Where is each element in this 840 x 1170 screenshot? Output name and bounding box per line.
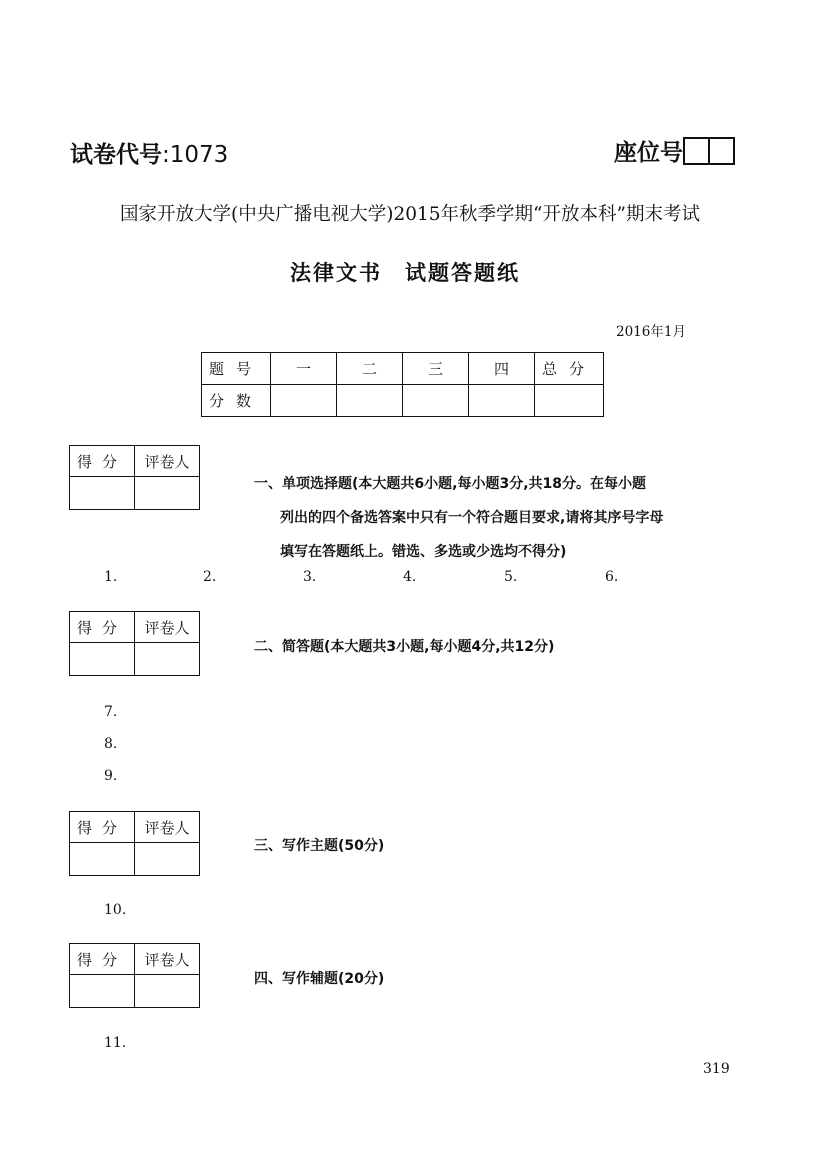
question-number: 5. <box>504 569 518 585</box>
seat-number <box>614 134 735 167</box>
grader-name-label: 评卷人 <box>135 812 200 843</box>
grader-score-cell[interactable] <box>70 975 135 1008</box>
question-number: 7. <box>104 704 118 720</box>
question-number: 3. <box>303 569 317 585</box>
grader-name-cell[interactable] <box>135 843 200 876</box>
exam-title: 国家开放大学(中央广播电视大学)2015年秋季学期“开放本科”期末考试 <box>120 204 700 225</box>
question-number: 9. <box>104 768 118 784</box>
grader-box <box>69 445 200 510</box>
section-3-heading: 三、写作主题(50分) <box>254 838 385 854</box>
question-number: 6. <box>605 569 619 585</box>
grader-box <box>69 811 200 876</box>
score-cell[interactable] <box>271 385 337 417</box>
score-table-value-row <box>202 385 604 417</box>
grader-score-cell[interactable] <box>70 643 135 676</box>
score-header-cell: 四 <box>469 353 535 385</box>
grader-name-label: 评卷人 <box>135 446 200 477</box>
section-1-line-2: 列出的四个备选答案中只有一个符合题目要求,请将其序号字母 <box>280 510 664 526</box>
section-1-line-1: 一、单项选择题(本大题共6小题,每小题3分,共18分。在每小题 <box>254 476 646 492</box>
grader-name-cell[interactable] <box>135 975 200 1008</box>
seat-label: 座位号 <box>614 140 683 166</box>
section-1-heading <box>254 467 754 569</box>
section-4-heading: 四、写作辅题(20分) <box>254 971 385 987</box>
section-1-line-3: 填写在答题纸上。错选、多选或少选均不得分) <box>280 544 567 560</box>
score-table-header-row <box>202 353 604 385</box>
paper-code-label: 试卷代号 <box>70 142 162 168</box>
grader-name-label: 评卷人 <box>135 944 200 975</box>
grader-score-cell[interactable] <box>70 843 135 876</box>
grader-score-label: 得分 <box>70 446 135 477</box>
score-header-cell: 三 <box>403 353 469 385</box>
section-2-heading: 二、简答题(本大题共3小题,每小题4分,共12分) <box>254 639 555 655</box>
grader-score-label: 得分 <box>70 612 135 643</box>
seat-boxes[interactable] <box>685 137 735 165</box>
score-header-cell: 一 <box>271 353 337 385</box>
score-cell[interactable] <box>403 385 469 417</box>
grader-name-cell[interactable] <box>135 477 200 510</box>
score-total-cell[interactable] <box>535 385 604 417</box>
grader-name-cell[interactable] <box>135 643 200 676</box>
exam-date: 2016年1月 <box>616 324 686 340</box>
question-number: 2. <box>203 569 217 585</box>
seat-box-1[interactable] <box>683 137 710 165</box>
question-number: 10. <box>104 902 127 918</box>
grader-box <box>69 611 200 676</box>
grader-name-label: 评卷人 <box>135 612 200 643</box>
score-row-label: 分数 <box>202 385 271 417</box>
score-header-total: 总分 <box>535 353 604 385</box>
paper-code-value: :1073 <box>162 142 229 168</box>
grader-score-cell[interactable] <box>70 477 135 510</box>
seat-box-2[interactable] <box>708 137 735 165</box>
score-cell[interactable] <box>337 385 403 417</box>
grader-score-label: 得分 <box>70 944 135 975</box>
grader-score-label: 得分 <box>70 812 135 843</box>
grader-box <box>69 943 200 1008</box>
question-number: 4. <box>403 569 417 585</box>
page-number: 319 <box>703 1061 730 1077</box>
question-number: 11. <box>104 1035 127 1051</box>
question-number: 8. <box>104 736 118 752</box>
score-header-cell: 二 <box>337 353 403 385</box>
score-table <box>201 352 604 417</box>
paper-code <box>70 136 228 169</box>
score-header-label: 题号 <box>202 353 271 385</box>
course-title: 法律文书 试题答题纸 <box>290 261 520 285</box>
score-cell[interactable] <box>469 385 535 417</box>
question-number: 1. <box>104 569 118 585</box>
